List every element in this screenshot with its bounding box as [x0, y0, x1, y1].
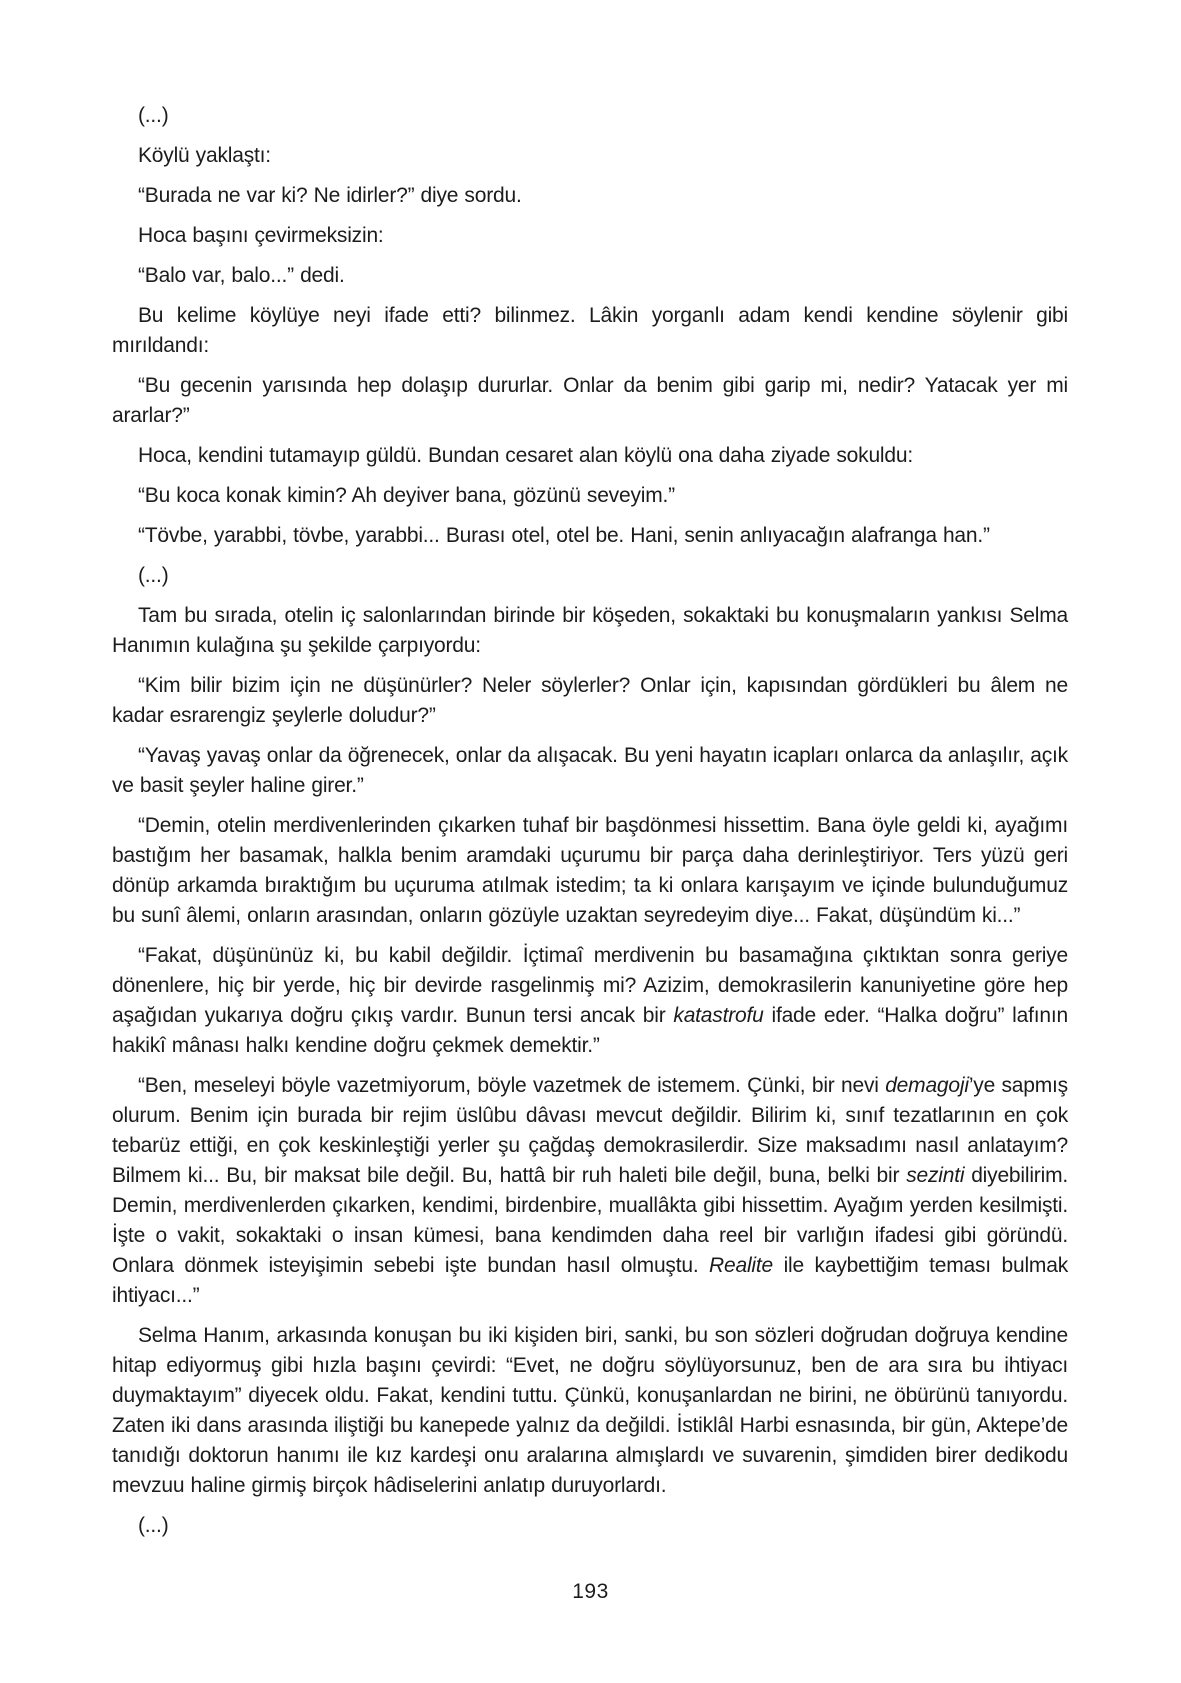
paragraph [112, 221, 1068, 251]
text-run: Realite [709, 1254, 774, 1277]
paragraph [112, 261, 1068, 291]
text-run: diyebilirim. Demin, merdivenlerden çıkarken, kendimi, birdenbire, muallâkta gibi hissettim. Ayağım yerden kesilmişti. İşte o vakit, sokaktaki o insan kümesi, bana kendimden daha reel bir varlığın ifadesi gibi göründü. Onlara dönmek isteyişimin sebebi işte bundan hasıl olmuştu. [112, 1164, 1068, 1277]
text-run: “Bu koca konak kimin? Ah deyiver bana, gözünü seveyim.” [138, 484, 675, 507]
text-run: ’ye sapmış olurum. Benim için burada bir rejim üslûbu dâvası mevcut değildir. Bilirim ki, sınıf tezatlarının en çok tebarüz ettiği, en çok keskinleştiği yerler şu çağdaş demokrasilerdir. Size maksadımı nasıl anlatayım? Bilmem ki... Bu, bir maksat bile değil. Bu, hattâ bir ruh haleti bile değil, buna, belki bir [112, 1074, 1068, 1187]
text-run: ifade eder. “Halka doğru” lafının hakikî mânası halkı kendine doğru çekmek demektir.” [112, 1004, 1068, 1057]
paragraph [112, 601, 1068, 661]
text-run: Bu kelime köylüye neyi ifade etti? bilinmez. Lâkin yorganlı adam kendi kendine söylenir gibi mırıldandı: [112, 304, 1068, 357]
paragraph [112, 481, 1068, 511]
text-run: “Burada ne var ki? Ne idirler?” diye sordu. [138, 184, 522, 207]
text-run: “Tövbe, yarabbi, tövbe, yarabbi... Burası otel, otel be. Hani, senin anlıyacağın alafranga han.” [138, 524, 990, 547]
paragraph [112, 671, 1068, 731]
paragraph [112, 521, 1068, 551]
paragraph [112, 811, 1068, 931]
text-run: Köylü yaklaştı: [138, 144, 271, 167]
paragraph [112, 1071, 1068, 1311]
paragraph [112, 181, 1068, 211]
text-run: (...) [138, 104, 169, 127]
paragraph [112, 371, 1068, 431]
text-run: “Balo var, balo...” dedi. [138, 264, 345, 287]
paragraph [112, 561, 1068, 591]
paragraph [112, 141, 1068, 171]
paragraph [112, 301, 1068, 361]
paragraph [112, 1511, 1068, 1541]
text-run: “Bu gecenin yarısında hep dolaşıp dururlar. Onlar da benim gibi garip mi, nedir? Yatacak yer mi ararlar?” [112, 374, 1068, 427]
text-run: Hoca, kendini tutamayıp güldü. Bundan cesaret alan köylü ona daha ziyade sokuldu: [138, 444, 913, 467]
paragraph [112, 1321, 1068, 1501]
page-footer [0, 1580, 1181, 1604]
text-run: Hoca başını çevirmeksizin: [138, 224, 384, 247]
text-run: katastrofu [673, 1004, 764, 1027]
text-run: ile kaybettiğim teması bulmak ihtiyacı...” [112, 1254, 1068, 1307]
paragraph [112, 101, 1068, 131]
text-run: sezinti [906, 1164, 965, 1187]
text-run: Tam bu sırada, otelin iç salonlarından birinde bir köşeden, sokaktaki bu konuşmaların yankısı Selma Hanımın kulağına şu şekilde çarpıyordu: [112, 604, 1068, 657]
text-run: (...) [138, 564, 169, 587]
text-run: Selma Hanım, arkasında konuşan bu iki kişiden biri, sanki, bu son sözleri doğrudan doğruya kendine hitap ediyormuş gibi hızla başını çevirdi: “Evet, ne doğru söylüyorsunuz, ben de ara sıra bu ihtiyacı duymaktayım” diyecek oldu. Fakat, kendini tuttu. Çünkü, konuşanlardan ne birini, ne öbürünü tanıyordu. Zaten iki dans arasında iliştiği bu kanepede yalnız da değildi. İstiklâl Harbi esnasında, bir gün, Aktepe’de tanıdığı doktorun hanımı ile kız kardeşi onu aralarına almışlardı ve suvarenin, şimdiden birer dedikodu mevzuu haline girmiş birçok hâdiselerini anlatıp duruyorlardı. [112, 1324, 1068, 1497]
paragraph [112, 941, 1068, 1061]
text-run: “Yavaş yavaş onlar da öğrenecek, onlar da alışacak. Bu yeni hayatın icapları onlarca da anlaşılır, açık ve basit şeyler haline girer.” [112, 744, 1068, 797]
page-number: 193 [572, 1580, 609, 1603]
paragraph [112, 441, 1068, 471]
text-run: demagoji [885, 1074, 969, 1097]
paragraph [112, 741, 1068, 801]
text-run: “Demin, otelin merdivenlerinden çıkarken tuhaf bir başdönmesi hissettim. Bana öyle geldi ki, ayağımı bastığım her basamak, halkla benim aramdaki uçurumu bir parça daha derinleştiriyor. Ters yüzü geri dönüp arkamda bıraktığım bu uçuruma atılmak istedim; ta ki onlara karışayım ve içinde bulunduğumuz bu sunî âlemi, onların arasından, onların gözüyle uzaktan seyredeyim diye... Fakat, düşündüm ki...” [112, 814, 1068, 927]
text-run: “Ben, meseleyi böyle vazetmiyorum, böyle vazetmek de istemem. Çünki, bir nevi [138, 1074, 886, 1097]
text-run: “Fakat, düşününüz ki, bu kabil değildir. İçtimaî merdivenin bu basamağına çıktıktan sonra geriye dönenlere, hiç bir yerde, hiç bir devirde rasgelinmiş mi? Azizim, demokrasilerin kanuniyetine göre hep aşağıdan yukarıya doğru çıkış vardır. Bunun tersi ancak bir [112, 944, 1068, 1027]
text-run: (...) [138, 1514, 169, 1537]
page-text [112, 101, 1068, 1551]
text-run: “Kim bilir bizim için ne düşünürler? Neler söylerler? Onlar için, kapısından gördükleri bu âlem ne kadar esrarengiz şeylerle doludur?” [112, 674, 1068, 727]
